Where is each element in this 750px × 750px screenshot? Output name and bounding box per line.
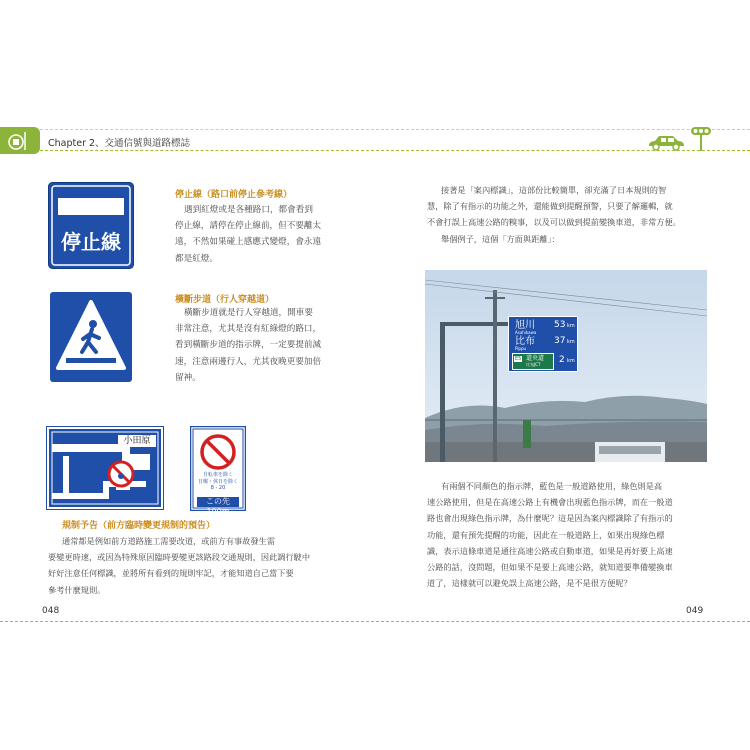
paragraph-line: 功能，還有預先提醒的功能，因此在一般道路上，如果出現綠色標 [427,529,665,540]
guide-row-1-unit: km [567,323,575,329]
paragraph-line: 道了，這樣就可以避免誤上高速公路，是不是很方便呢？ [427,578,632,589]
traffic-light-icon [690,126,712,152]
road-sign-photo [425,270,707,462]
colors-paragraph [427,478,673,591]
no-bicycle-line-2: 日曜・休日を除く [197,478,238,485]
stop-line-heading: 停止線（路口前停止參考線） [175,190,293,200]
detour-place-label: 小田原 [123,436,151,446]
car-icon [645,133,687,151]
detour-paragraph [48,533,310,598]
chapter-tab [0,127,40,154]
paragraph-line: 路也會出現綠色指示牌，為什麼呢？這是因為案內標識除了有指示的 [427,513,673,524]
guide-row-2-roman: Pippu [515,346,527,351]
expressway-unit: km [567,358,575,364]
no-bicycle-line-1: 自転車を除く [202,472,233,478]
guidance-paragraph [427,182,681,247]
header-rule [40,150,750,151]
stop-line-paragraph [175,202,321,267]
crosswalk-heading: 橫斷步道（行人穿越道） [175,295,275,305]
guide-row-2-unit: km [567,339,575,345]
expressway-code: E5 [515,356,522,362]
paragraph-line: 留神。 [175,372,201,383]
paragraph-line: 識，表示這條車道是通往高速公路或自動車道，如果是再好要上高速 [427,545,673,556]
paragraph-line: 公路的話，沒問題，但如果不是要上高速公路，就知道要準備變換車 [427,562,673,573]
paragraph-line: 遠，不然如果碰上感應式變燈，會永遠 [175,237,322,248]
paragraph-line: 要變更時速，或因為特殊原因臨時要變更該路段交通規則，因此調行駛中 [48,552,311,563]
no-bicycle-distance: この先100m [206,497,230,516]
paragraph-line: 速公路使用，但是在高速公路上有機會出現藍色指示牌，而在一般道 [427,497,673,508]
crosswalk-sign [50,292,132,382]
paragraph-line: 參考什麼規則。 [48,584,106,595]
page-number-left: 048 [42,606,60,616]
paragraph-line: 停止線，請停在停止線前，但不要離太 [175,221,322,232]
paragraph-line: 都是紅燈。 [175,253,218,264]
no-bicycle-line-3: 8 - 20 [210,485,226,491]
footer-rule [0,621,750,622]
guide-row-1-roman: Asahikawa [515,330,537,335]
paragraph-line: 遇到紅燈或是各種路口，都會看到 [184,205,313,215]
guide-row-1-name: 旭川 [515,320,535,331]
crosswalk-paragraph [175,305,321,386]
paragraph-line: 速，注意兩邊行人，尤其夜晚更要加倍 [175,356,322,367]
no-bicycle-sign [190,426,246,516]
paragraph-line: 有兩個不同顏色的指示牌，藍色是一般道路使用，綠色則是高 [441,481,663,491]
guide-sign [508,316,578,372]
paragraph-line: 好好注意任何標識，並將所有看到的規則牢記，才能知道自己當下要 [48,568,294,579]
expressway-distance: 2 [559,355,565,365]
stop-line-sign-text: 停止線 [61,230,121,254]
paragraph-line: 看到橫斷步道的指示牌，一定要提前減 [175,340,322,351]
expressway-name: 道央道 [526,355,545,362]
guide-row-2-distance: 37 [554,336,566,346]
expressway-panel [512,353,554,370]
stop-line-sign [48,182,134,269]
detour-notice-sign [46,426,164,510]
guide-row-2-name: 比布 [515,336,535,347]
paragraph-line: 通常都是例如前方道路施工需要改道，或前方有事故發生需 [62,536,275,546]
paragraph-line: 舉個例子，這個「方面與距離」： [441,233,560,244]
chapter-title: Chapter 2、交通信號與道路標誌 [48,138,191,149]
paragraph-line: 不會打誤上高速公路的糗事，以及可以做到提前變換車道，非常方便。 [427,217,681,228]
paragraph-line: 慧，除了有指示的功能之外，還能做到提醒預警，只要了解邏輯，就 [427,201,673,212]
paragraph-line: 非常注意，尤其是沒有紅綠燈的路口， [175,324,322,335]
expressway-sub: 比布JCT [526,362,541,367]
paragraph-line: 接著是「案內標識」，這部份比較簡單，卻充滿了日本規則的智 [441,185,667,195]
header-top-rule [40,129,750,130]
guide-row-1-distance: 53 [554,320,566,330]
detour-heading: 規制予告（前方臨時變更規制的預告） [62,521,216,531]
paragraph-line: 橫斷步道就是行人穿越道，開車要 [184,308,313,318]
page-number-right: 049 [686,606,704,616]
